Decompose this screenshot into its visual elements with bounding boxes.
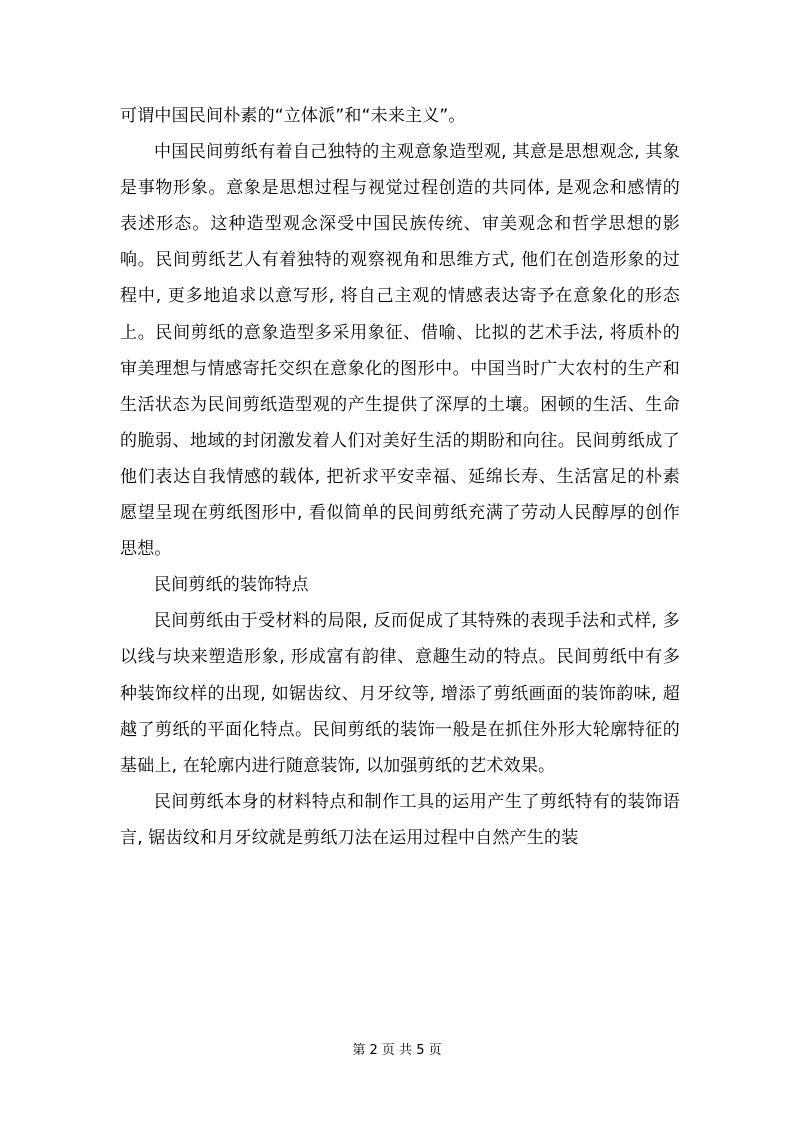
paragraph-decorative-features: 民间剪纸由于受材料的局限, 反而促成了其特殊的表现手法和式样, 多以线与块来塑造形象, 形成富有韵律、意趣生动的特点。民间剪纸中有多种装饰纹样的出现, 如锯齿纹、月牙纹等, 增添了剪纸画面的装饰韵味, 超越了剪纸的平面化特点。民间剪纸的装饰一般是在抓住外形大轮廓特征的基础上, 在轮廓内进行随意装饰, 以加强剪纸的艺术效果。 xyxy=(120,611,680,776)
paragraph-continuation: 可谓中国民间朴素的“立体派”和“未来主义”。 xyxy=(120,106,466,126)
document-body xyxy=(120,98,680,856)
paragraph-imagery-modeling: 中国民间剪纸有着自己独特的主观意象造型观, 其意是思想观念, 其象是事物形象。意象是思想过程与视觉过程创造的共同体, 是观念和感情的表述形态。这种造型观念深受中国民族传统、审美观念和哲学思想的影响。民间剪纸艺人有着独特的观察视角和思维方式, 他们在创造形象的过程中, 更多地追求以意写形, 将自己主观的情感表达寄予在意象化的形态上。民间剪纸的意象造型多采用象征、借喻、比拟的艺术手法, 将质朴的审美理想与情感寄托交织在意象化的图形中。中国当时广大农村的生产和生活状态为民间剪纸造型观的产生提供了深厚的土壤。困顿的生活、生命的脆弱、地域的封闭激发着人们对美好生活的期盼和向往。民间剪纸成了他们表达自我情感的载体, 把祈求平安幸福、延绵长寿、生活富足的朴素愿望呈现在剪纸图形中, 看似简单的民间剪纸充满了劳动人民醇厚的创作思想。 xyxy=(120,142,680,560)
section-heading: 民间剪纸的装饰特点 xyxy=(154,575,309,596)
page-number-footer: 第 2 页 共 5 页 xyxy=(352,1043,442,1058)
paragraph-decorative-language: 民间剪纸本身的材料特点和制作工具的运用产生了剪纸特有的装饰语言, 锯齿纹和月牙纹就是剪纸刀法在运用过程中自然产生的装 xyxy=(120,791,680,848)
